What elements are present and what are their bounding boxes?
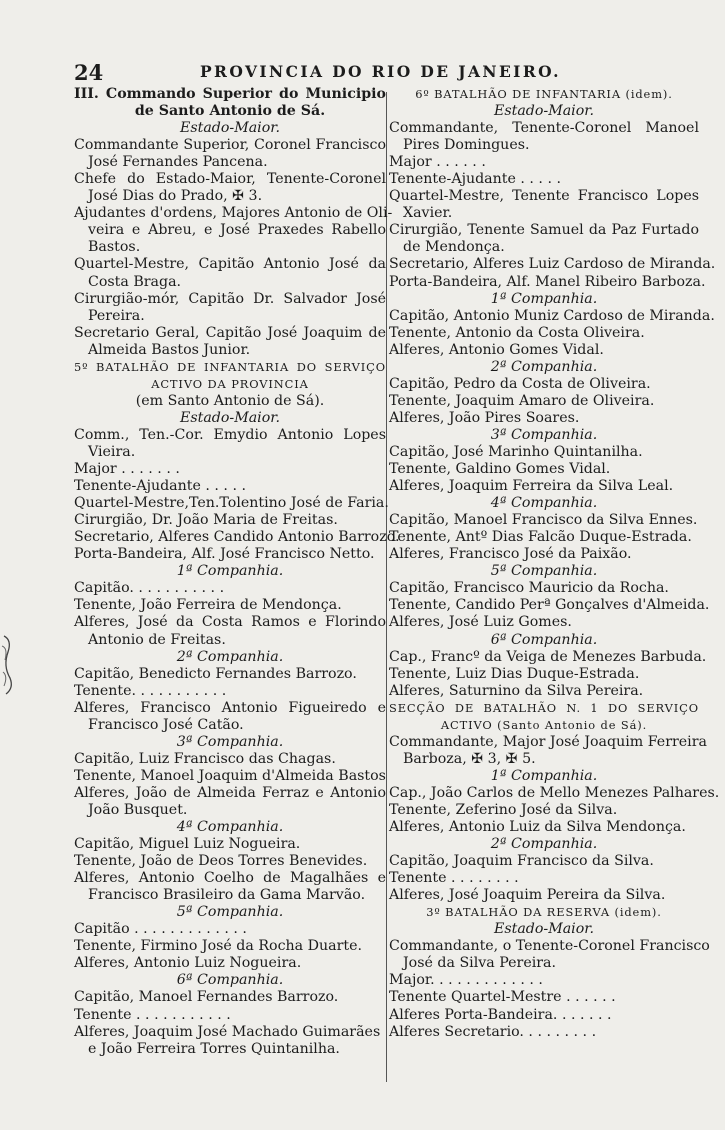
entry-line: Xavier. — [403, 205, 453, 222]
entry-line: Capitão . . . . . . . . . . . . . — [74, 921, 247, 938]
entry-line: Alferes, Antonio Gomes Vidal. — [389, 341, 604, 358]
binding-edge-mark — [0, 632, 22, 698]
entry-line: Alferes, José da Costa Ramos e Florindo — [74, 614, 386, 631]
entry-line: Major . . . . . . — [389, 154, 486, 171]
entry-line: Secretario, Alferes Luiz Cardoso de Miranda. — [389, 256, 716, 273]
entry-line: Cirurgião-mór, Capitão Dr. Salvador José — [74, 290, 386, 307]
entry-line: Antonio de Freitas. — [88, 631, 226, 648]
entry-line: José da Silva Pereira. — [403, 955, 557, 972]
entry-line: Major . . . . . . . — [74, 461, 180, 478]
entry-line: Cirurgião, Dr. João Maria de Freitas. — [74, 512, 338, 529]
entry-line: Quartel-Mestre,Ten.Tolentino José de Faria. — [74, 495, 389, 512]
entry-line: Alferes, Joaquim Ferreira da Silva Leal. — [389, 478, 674, 495]
company-heading: 3ª Companhia. — [490, 426, 598, 443]
section-heading: (em Santo Antonio de Sá). — [135, 392, 325, 409]
entry-line: Cirurgião, Tenente Samuel da Paz Furtado — [389, 222, 699, 239]
entry-line: José Dias do Prado, ✠ 3. — [88, 188, 263, 205]
entry-line: Francisco José Catão. — [88, 716, 244, 733]
entry-line: Alferes, José Joaquim Pereira da Silva. — [389, 887, 666, 904]
entry-line: Capitão, Francisco Mauricio da Rocha. — [389, 580, 669, 597]
entry-line: Bastos. — [88, 239, 141, 256]
entry-line: Major. . . . . . . . . . . . . — [389, 972, 543, 989]
subheading-estado-maior: Estado-Maior. — [179, 409, 280, 426]
entry-line: Commandante, Tenente-Coronel Manoel — [389, 120, 699, 137]
entry-line: Alferes Porta-Bandeira. . . . . . . — [389, 1006, 612, 1023]
entry-line: Alferes, José Luiz Gomes. — [389, 614, 572, 631]
subheading-estado-maior: Estado-Maior. — [179, 120, 280, 137]
subheading-estado-maior: Estado-Maior. — [493, 103, 594, 120]
entry-line: Tenente, João de Deos Torres Benevides. — [74, 853, 368, 870]
entry-line: de Mendonça. — [403, 239, 505, 256]
company-heading: 1ª Companhia. — [490, 767, 598, 784]
entry-line: Alferes, João Pires Soares. — [389, 409, 580, 426]
company-heading: 1ª Companhia. — [176, 563, 284, 580]
entry-line: Tenente, Manoel Joaquim d'Almeida Bastos — [74, 767, 386, 784]
entry-line: Capitão, Manoel Francisco da Silva Ennes. — [389, 512, 698, 529]
entry-line: Commandante, o Tenente-Coronel Francisco — [389, 938, 710, 955]
entry-line: Tenente Quartel-Mestre . . . . . . — [389, 989, 616, 1006]
entry-line: e João Ferreira Torres Quintanilha. — [88, 1040, 340, 1057]
section-heading-text: 3º BATALHÃO DA RESERVA (idem). — [426, 905, 662, 920]
entry-line: Alferes, Francisco Antonio Figueiredo e — [74, 699, 386, 716]
entry-line: Quartel-Mestre, Capitão Antonio José da — [74, 256, 386, 273]
section-heading: ACTIVO DA PROVINCIA — [151, 376, 309, 391]
entry-line: João Busquet. — [88, 801, 188, 818]
entry-line: Capitão, Antonio Muniz Cardoso de Miranda. — [389, 307, 715, 324]
entry-line: Commandante, Major José Joaquim Ferreira — [389, 733, 707, 750]
entry-line: Tenente, Antº Dias Falcão Duque-Estrada. — [389, 529, 692, 546]
entry-line: Capitão, Miguel Luiz Nogueira. — [74, 836, 301, 853]
left-column — [74, 86, 400, 1058]
section-heading-text: ACTIVO (Santo Antonio de Sá). — [440, 717, 648, 732]
company-heading: 4ª Companhia. — [176, 819, 284, 836]
entry-line: Quartel-Mestre, Tenente Francisco Lopes — [389, 188, 699, 205]
entry-line: Capitão, Joaquim Francisco da Silva. — [389, 853, 654, 870]
company-heading: 2ª Companhia. — [176, 648, 284, 665]
entry-line: Alferes, João de Almeida Ferraz e Antonio — [74, 784, 386, 801]
section-heading: III. Commando Superior do Municipio — [74, 86, 386, 102]
entry-line: Alferes, Joaquim José Machado Guimarães — [74, 1023, 381, 1040]
entry-line: Tenente-Ajudante . . . . . — [74, 478, 246, 495]
entry-line: Tenente, Candido Perª Gonçalves d'Almeida. — [389, 597, 710, 614]
company-heading: 3ª Companhia. — [176, 733, 284, 750]
entry-line: Alferes, Antonio Luiz da Silva Mendonça. — [389, 819, 686, 836]
company-heading: 5ª Companhia. — [490, 563, 598, 580]
company-heading: 1ª Companhia. — [490, 290, 598, 307]
entry-line: Secretario, Alferes Candido Antonio Barrozo. — [74, 529, 400, 546]
entry-line: Tenente, Zeferino José da Silva. — [389, 801, 618, 818]
entry-line: Tenente. . . . . . . . . . . — [74, 682, 227, 699]
entry-line: Tenente, João Ferreira de Mendonça. — [74, 597, 342, 614]
section-heading — [389, 86, 699, 103]
entry-line: Alferes, Francisco José da Paixão. — [389, 546, 632, 563]
right-column — [389, 86, 720, 1041]
page-header — [58, 54, 568, 85]
entry-line: Francisco Brasileiro da Gama Marvão. — [88, 887, 366, 904]
entry-line: Costa Braga. — [88, 273, 182, 290]
entry-line: Tenente . . . . . . . . — [389, 870, 519, 887]
company-heading: 2ª Companhia. — [490, 836, 598, 853]
entry-line: veira e Abreu, e José Praxedes Rabello — [88, 222, 386, 239]
entry-line: Alferes, Antonio Luiz Nogueira. — [74, 955, 302, 972]
entry-line: Chefe do Estado-Maior, Tenente-Coronel — [74, 171, 386, 188]
entry-line: Pereira. — [88, 307, 145, 324]
section-heading: SECÇÃO DE BATALHÃO N. 1 DO SERVIÇO — [389, 700, 699, 715]
entry-line: Vieira. — [88, 443, 136, 460]
entry-line: Capitão, Luiz Francisco das Chagas. — [74, 750, 336, 767]
entry-line: Alferes Secretario. . . . . . . . . — [389, 1023, 597, 1040]
section-heading-text: 6º BATALHÃO DE INFANTARIA (idem). — [415, 87, 673, 101]
entry-line: Capitão, José Marinho Quintanilha. — [389, 443, 643, 460]
company-heading: 2ª Companhia. — [490, 358, 598, 375]
company-heading: 6ª Companhia. — [490, 631, 598, 648]
page-number: 24 — [74, 60, 104, 85]
entry-line: Capitão, Benedicto Fernandes Barrozo. — [74, 665, 357, 682]
entry-line: Barboza, ✠ 3, ✠ 5. — [403, 750, 536, 767]
entry-line: Comm., Ten.-Cor. Emydio Antonio Lopes — [74, 426, 386, 443]
company-heading: 4ª Companhia. — [490, 495, 598, 512]
entry-line: Tenente, Antonio da Costa Oliveira. — [389, 324, 645, 341]
entry-line: Cap., Francº da Veiga de Menezes Barbuda. — [389, 648, 707, 665]
entry-line: Tenente, Galdino Gomes Vidal. — [389, 461, 611, 478]
company-heading: 6ª Companhia. — [176, 972, 284, 989]
entry-line: Secretario Geral, Capitão José Joaquim de — [74, 324, 386, 341]
section-heading: de Santo Antonio de Sá. — [134, 103, 326, 120]
entry-line: Capitão, Pedro da Costa de Oliveira. — [389, 375, 651, 392]
entry-line: Capitão, Manoel Fernandes Barrozo. — [74, 989, 339, 1006]
entry-line: José Fernandes Pancena. — [88, 154, 268, 171]
company-heading: 5ª Companhia. — [176, 904, 284, 921]
entry-line: Alferes, Antonio Coelho de Magalhães e — [74, 870, 386, 887]
entry-line: Porta-Bandeira, Alf. Manel Ribeiro Barboza. — [389, 273, 706, 290]
entry-line: Tenente . . . . . . . . . . . — [74, 1006, 231, 1023]
entry-line: Capitão. . . . . . . . . . . — [74, 580, 225, 597]
entry-line: Porta-Bandeira, Alf. José Francisco Netto. — [74, 546, 375, 563]
subheading-estado-maior: Estado-Maior. — [493, 921, 594, 938]
entry-line: Commandante Superior, Coronel Francisco — [74, 137, 386, 154]
running-title: PROVINCIA DO RIO DE JANEIRO. — [200, 62, 561, 81]
entry-line: Alferes, Saturnino da Silva Pereira. — [389, 682, 644, 699]
section-heading: 5º BATALHÃO DE INFANTARIA DO SERVIÇO — [74, 359, 386, 374]
entry-line: Tenente, Firmino José da Rocha Duarte. — [74, 938, 362, 955]
entry-line: Pires Domingues. — [403, 137, 530, 154]
entry-line: Tenente-Ajudante . . . . . — [389, 171, 561, 188]
entry-line: Tenente, Luiz Dias Duque-Estrada. — [389, 665, 640, 682]
section-heading — [389, 904, 699, 921]
entry-line: Ajudantes d'ordens, Majores Antonio de Oli- — [74, 205, 393, 222]
entry-line: Almeida Bastos Junior. — [88, 341, 251, 358]
section-heading — [389, 717, 699, 734]
column-rule — [386, 92, 387, 1082]
entry-line: Tenente, Joaquim Amaro de Oliveira. — [389, 392, 655, 409]
entry-line: Cap., João Carlos de Mello Menezes Palhares. — [389, 784, 720, 801]
